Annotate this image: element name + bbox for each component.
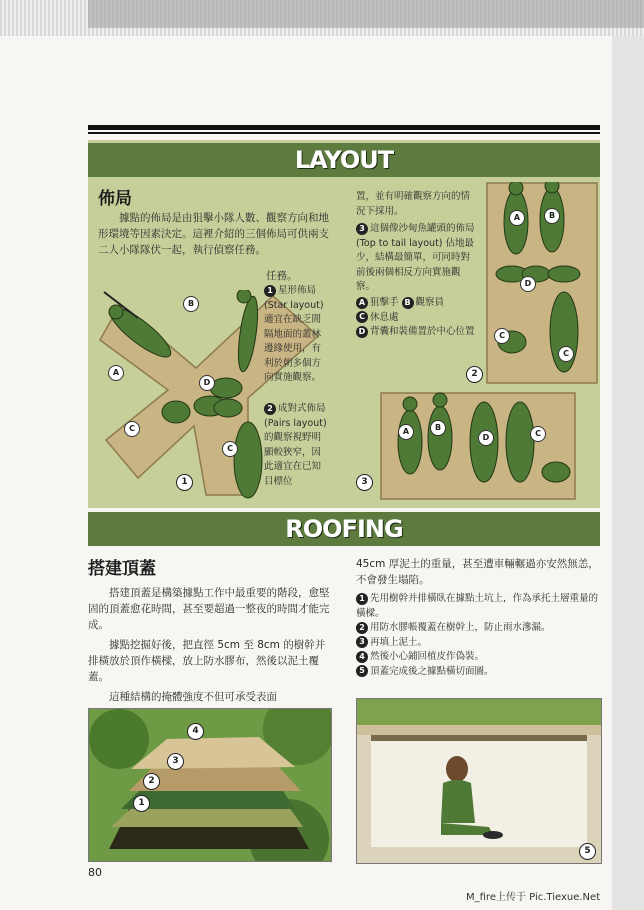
- layout-panel: [88, 140, 600, 508]
- roof-layers-drawing: [89, 709, 331, 861]
- number-badge: 3: [356, 223, 368, 235]
- roofing-banner-wrap: [88, 512, 600, 546]
- roofing-right-column: [356, 556, 600, 679]
- step-badge: 4: [356, 651, 368, 663]
- step-badge: 1: [356, 593, 368, 605]
- step-badge: 5: [356, 665, 368, 677]
- item1-text: 星形佈局 (Star layout) 適宜在缺乏間隔地面的叢林邊緣使用，有利於朝多個方向實施觀察。: [264, 285, 324, 383]
- step-text: 用防水膠帳覆蓋在樹幹上，防止雨水滲漏。: [370, 622, 551, 633]
- figure-label-c: C: [530, 426, 546, 442]
- figure-label-c: C: [558, 346, 574, 362]
- item3-block: [356, 222, 476, 295]
- pairs-layout-figure: [486, 182, 598, 384]
- step-item: [356, 665, 600, 680]
- item3-text: 這個像沙甸魚罐頭的佈局 (Top to tail layout) 佔地最少，結構最簡單，可同時對前後兩個相反方向實施觀察。: [356, 223, 475, 292]
- step-badge: 2: [356, 622, 368, 634]
- step-item: [356, 650, 600, 665]
- cross-section-drawing: [357, 699, 601, 863]
- figure-label-a: A: [398, 424, 414, 440]
- roof-step-2: 2: [143, 773, 160, 790]
- top-rule-thin: [88, 132, 600, 134]
- top-rule-thick: [88, 125, 600, 130]
- roof-step-3: 3: [167, 753, 184, 770]
- item2-block: [264, 402, 328, 489]
- figure-label-d: D: [199, 375, 215, 391]
- step-text: 先用樹幹并排橫臥在據點土坑上，作為承托土層重量的橫樑。: [356, 593, 599, 619]
- legend-text: 休息處: [370, 311, 399, 323]
- page-number: 80: [88, 866, 102, 879]
- figure-label-b: B: [430, 420, 446, 436]
- roofing-steps: [356, 592, 600, 679]
- figure-label-d: D: [520, 276, 536, 292]
- cross-section-figure: [356, 698, 602, 864]
- figure-label-a: A: [108, 365, 124, 381]
- figure-number-1: 1: [176, 474, 193, 491]
- legend-text: 觀察員: [415, 297, 445, 308]
- figure-label-c: C: [124, 421, 140, 437]
- figure-label-c: C: [222, 441, 238, 457]
- layout-banner: LAYOUT: [88, 143, 600, 177]
- step-item: [356, 621, 600, 636]
- figure-number-2: 2: [466, 366, 483, 383]
- cross-section-number: 5: [579, 843, 596, 860]
- legend-key: B: [402, 297, 414, 309]
- step-text: 頂蓋完成後之據點橫切面圖。: [370, 665, 494, 677]
- roofing-p2: 據點挖掘好後，把直徑 5cm 至 8cm 的樹幹并排橫放於頂作橫樑，放上防水膠布，然後以泥土覆蓋。: [88, 639, 326, 683]
- roofing-title: 搭建頂蓋: [88, 559, 156, 579]
- figure-label-d: D: [478, 430, 494, 446]
- figure-label-b: B: [183, 296, 199, 312]
- figure-number-3: 3: [356, 474, 373, 491]
- layout-intro: 據點的佈局是由狙擊小隊人數、觀察方向和地形環境等因素決定。這裡介紹的三個佈局可供兩支二人小隊隊伏一起，執行偵察任務。: [98, 212, 329, 256]
- layout-col2: 置，並有明確觀察方向的情況下採用。: [356, 191, 471, 217]
- step-text: 然後小心鋪回植皮作偽裝。: [370, 651, 485, 662]
- layout-title: 佈局: [98, 189, 132, 209]
- item2-text: 成對式佈局 (Pairs layout) 的觀察視野明顯較狹窄，因此適宜在已知目標位: [264, 403, 327, 487]
- roofing-p1: 搭建頂蓋是構築據點工作中最重要的階段，愈堅固的頂蓋愈花時間，甚至要超過一整夜的時間才能完成。: [88, 587, 330, 631]
- upload-credit: M_fire上传于 Pic.Tiexue.Net: [466, 892, 601, 903]
- roofing-banner: ROOFING: [88, 512, 600, 546]
- step-item: [356, 592, 600, 621]
- roof-layers-figure: [88, 708, 332, 862]
- figure-label-a: A: [509, 210, 525, 226]
- figure-label-c: C: [494, 328, 510, 344]
- roof-step-1: 1: [133, 795, 150, 812]
- top-to-tail-figure: [380, 392, 576, 500]
- step-item: [356, 636, 600, 651]
- step-text: 再填上泥土。: [370, 636, 428, 648]
- legend-key: A: [356, 297, 368, 309]
- item1-block: [264, 284, 328, 386]
- legend-key: C: [356, 311, 368, 323]
- top-scan-shadow: [88, 0, 644, 28]
- legend-key: D: [356, 326, 368, 338]
- legend-text: 背囊和裝備置於中心位置: [370, 326, 475, 337]
- roofing-p3: 這種結構的掩體強度不但可承受表面: [109, 691, 277, 703]
- page-edge: [612, 36, 644, 910]
- legend-text: 狙擊手: [370, 297, 399, 308]
- roofing-col2: 45cm 厚泥土的重量，甚至遭車輛輾過亦安然無恙，不會發生塌陷。: [356, 558, 599, 586]
- number-badge: 2: [264, 403, 276, 415]
- figure-label-b: B: [544, 208, 560, 224]
- star-lead: 任務。: [266, 270, 298, 282]
- legend: [356, 296, 476, 340]
- step-badge: 3: [356, 636, 368, 648]
- roofing-left-column: [88, 554, 332, 705]
- roof-step-4: 4: [187, 723, 204, 740]
- number-badge: 1: [264, 285, 276, 297]
